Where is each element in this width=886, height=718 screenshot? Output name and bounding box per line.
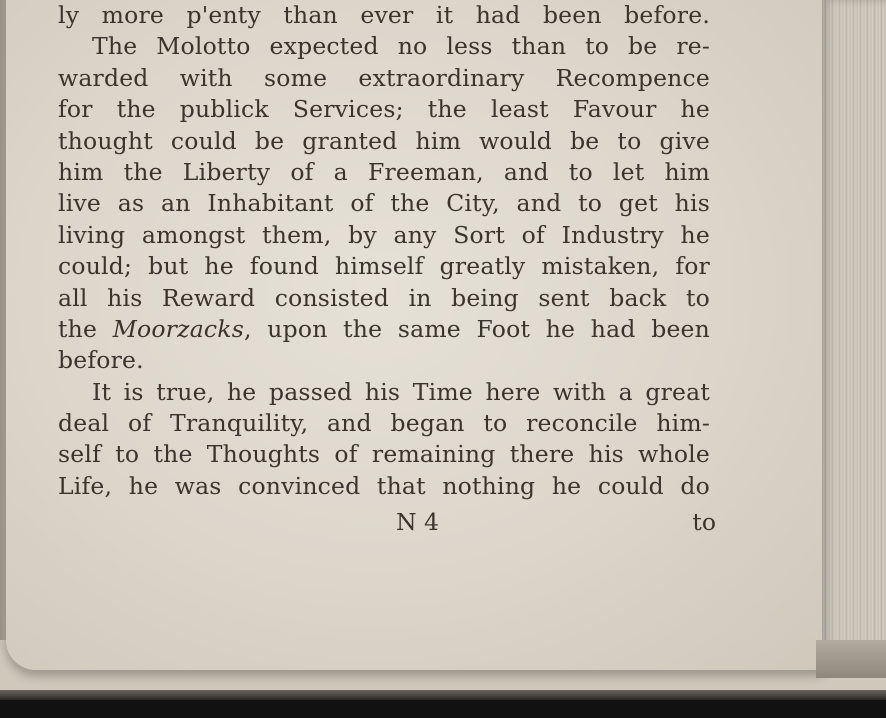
page-footer <box>58 508 716 542</box>
page-text <box>58 0 710 502</box>
text-line: thought could be granted him would be to give <box>58 126 710 155</box>
text-line-moorzacks <box>58 314 710 345</box>
text-line: ly more p'enty than ever it had been before. <box>58 1 710 29</box>
text-line: living amongst them, by any Sort of Industry he <box>58 220 710 249</box>
text-line: The Molotto expected no less than to be re- <box>92 32 710 61</box>
text-line: for the publick Services; the least Favour he <box>58 95 710 124</box>
text-line: self to the Thoughts of remaining there his whole <box>58 440 710 469</box>
text-line: live as an Inhabitant of the City, and to get his <box>58 189 710 218</box>
text-line: It is true, he passed his Time here with a great <box>92 377 710 406</box>
book-shadow <box>0 690 886 700</box>
signature-mark: N 4 <box>396 508 439 536</box>
page-edges <box>822 0 886 672</box>
text-line: him the Liberty of a Freeman, and to let him <box>58 157 710 186</box>
catchword: to <box>692 508 716 536</box>
text-line: could; but he found himself greatly mistaken, for <box>58 252 710 281</box>
bottom-bar <box>0 700 886 718</box>
text-line: deal of Tranquility, and began to reconcile him- <box>58 409 710 438</box>
text-line: all his Reward consisted in being sent back to <box>58 283 710 312</box>
page-edges-bottom <box>816 640 886 678</box>
text-line: before. <box>58 346 144 375</box>
text-fragment: , upon the same Foot he had been <box>243 314 710 343</box>
text-line: warded with some extraordinary Recompence <box>58 63 710 92</box>
text-line: Life, he was convinced that nothing he could do <box>58 471 710 500</box>
text-fragment: the <box>58 314 113 343</box>
italic-word: Moorzacks <box>112 314 244 343</box>
